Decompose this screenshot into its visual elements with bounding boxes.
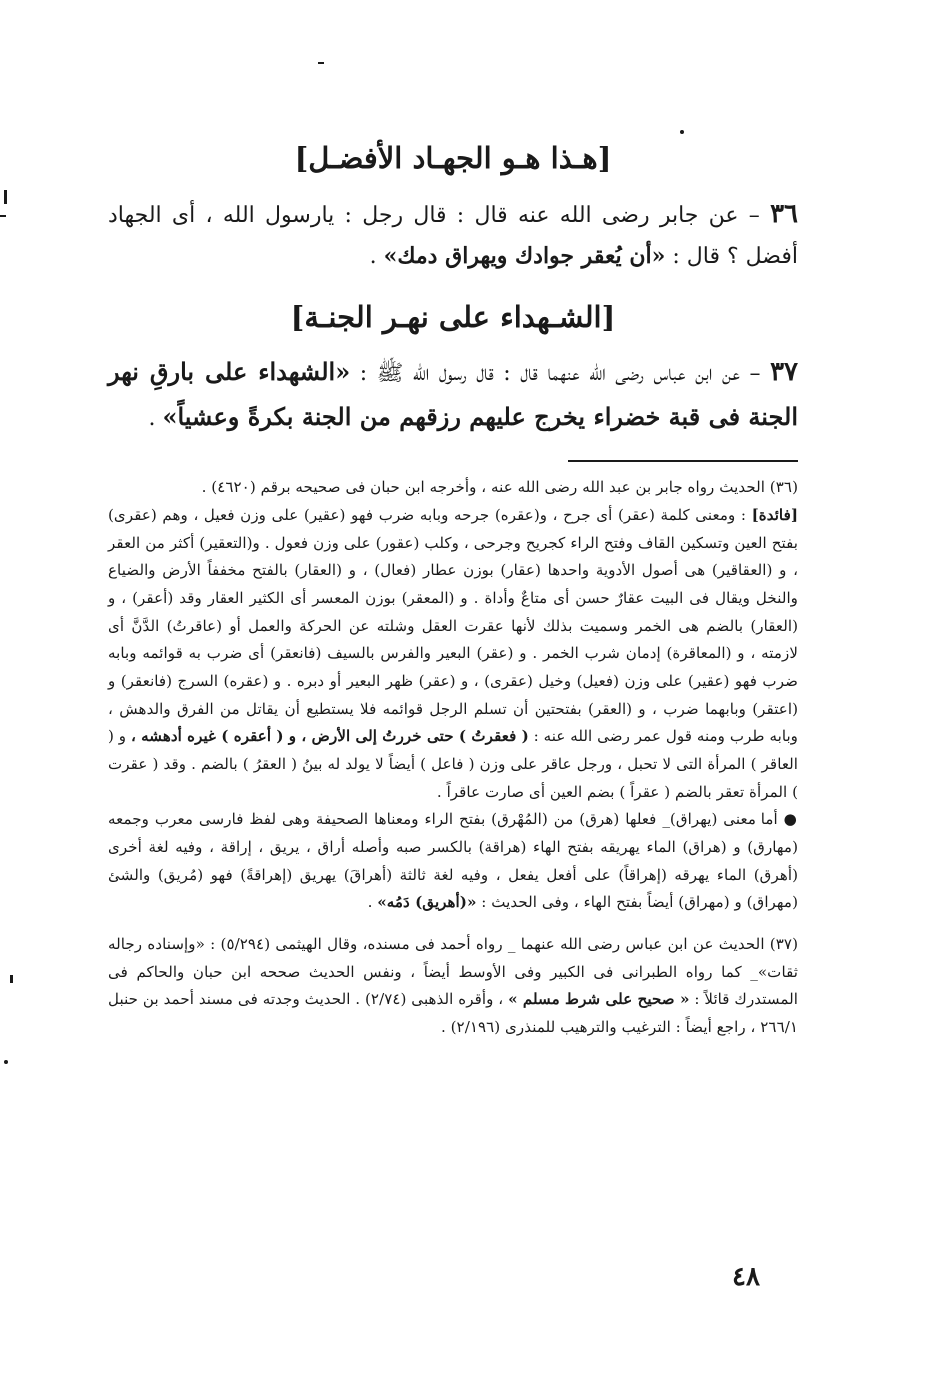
footnote-36-benefit [108, 502, 798, 806]
hadith-text: – عن جابر رضى الله عنه قال : قال رجل : يارسول الله ، أى الجهاد أفضل ؟ قال : [108, 202, 798, 270]
footnote-37 [108, 931, 798, 1042]
footnote-37-text-continued: ، وأقره الذهبى (٢/٧٤) . الحديث وجدته فى مسند أحمد بن حنبل ٢٦٦/١ ، راجع أيضاً : الترغيب والترهيب للمنذرى (٢/١٩٦) . [108, 990, 798, 1036]
benefit-text: : ومعنى كلمة (عقر) أى جرح ، و(عقره) جرحه وبابه ضرب فهو (عقير) على وزن فعيل ، وهم (عقرى) بفتح العين وتسكين القاف وفتح الراء كجريح وجرحى ، وكلب (عقور) على وزن فعول . و(التعقير) أكثر من العقر ، و (العقاقير) هى أصول الأدوية واحدها (عقار) بوزن عطار (فعال) ، و (العقار) بالفتح مخففاً الأرض والضياع والنخل ويقال فى البيت عقارٌ حسن أى متاعٌ وأداة . و (المعقر) بوزن المعسر أى الكثير العقار وقد (أعقر) ، و (العقار) بالضم هى الخمر وسميت بذلك لأنها عقرت العقل وشلته عن الحركة والعمل أو (عاقرتُ) الدَّنَّ أى لازمته ، و (المعاقرة) إدمان شرب الخمر . و (عقر) البعير والفرس بالسيف (فانعقر) أى ضرب به قوائمه وبابه ضرب فهو (عقير) على وزن (فعيل) وخيل (عقرى) ، و (عقر) ظهر البعير أو دبره . و (عقره) السرج (فانعقر) و (اعتقر) وبابهما ضرب ، و (العقر) بفتحتين أن تسلم الرجل قوائمه فلا يستطيع أن يقاتل من الفرق والدهش ، وبابه طرب ومنه قول عمر رضى الله عنه : [108, 506, 799, 746]
yuhraq-end: . [367, 893, 378, 912]
hadith-end: . [369, 244, 384, 270]
benefit-text-continued: و ( العاقر ) المرأة التى لا تحبل ، ورجل عاقر على وزن ( فاعل ) أيضاً لا يولد له بينُ ( العقرُ ) بالضم . وقد ( عقرت ) المرأة تعقر بالضم ( عقراً ) بضم العين أى صارت عاقراً . [108, 727, 798, 801]
hadith-number: ٣٧ [770, 357, 799, 388]
scan-speck [318, 62, 324, 64]
footnote-36-source: (٣٦) الحديث رواه جابر بن عبد الله رضى الله عنه ، وأخرجه ابن حبان فى صحيحه برقم (٤٦٢٠) . [201, 478, 798, 497]
footnote-divider [568, 460, 798, 462]
bullet-icon: ● [783, 810, 798, 829]
hadith-37 [108, 350, 798, 438]
hadith-quote: «أن يُعقر جوادك ويهراق دمك» [383, 243, 666, 270]
scan-speck [0, 215, 6, 217]
scan-speck [680, 130, 684, 134]
benefit-label: [فائدة] [751, 506, 799, 525]
umar-quote: ( فعقرتُ ) حتى خررتُ إلى الأرض ، و ( أعقره ) غيره أدهشه ، [130, 727, 529, 746]
hadith-36 [108, 192, 798, 277]
footnote-36-yuhraq [108, 806, 798, 917]
footnote-37-quote: « صحيح على شرط مسلم » [508, 990, 690, 1009]
scan-speck [10, 975, 13, 983]
section-heading-martyrs: [الشـهداء على نهـر الجنـة] [290, 299, 616, 334]
hadith-quote: «الشهداء على بارقِ نهر الجنة فى قبة خضراء يخرج عليهم رزقهم من الجنة بكرةً وعشياً» [108, 357, 798, 431]
scan-speck [4, 1060, 8, 1064]
page-content [108, 140, 798, 1042]
scan-speck [4, 190, 7, 204]
yuhraq-quote: «(أهريق) دَمُه» [377, 893, 477, 912]
hadith-end: . [148, 405, 163, 431]
hadith-text: – عن ابن عباس رضى الله عنهما قال : قال رسول الله ﷺ : [359, 361, 761, 387]
yuhraq-text: أما معنى (يهراق)_ فعلها (هرق) من (المُهْرق) بفتح الراء ومعناها الصحيفة وهى لفظ فارسى معرب وجمعه (مهارق) و (هراق) الماء يهريقه بفتح الهاء (هراقة) بالكسر صبه وأصله أراق ، يريق ، إراقة ، وفيه لغة أخرى (أهرق) الماء يهرقه (إهراقاً) على أفعل يفعل ، وفيه لغة ثالثة (أهراقَ) يهريق (إهراقةً) فهو (مُريق) والشئ (مهراق) و (مهراق) أيضاً بفتح الهاء ، وفى الحديث : [108, 810, 798, 912]
hadith-number: ٣٦ [770, 198, 798, 229]
section-heading-best-jihad: [هـذا هـو الجهـاد الأفضـل] [294, 141, 612, 175]
footnote-37-text: (٣٧) الحديث عن ابن عباس رضى الله عنهما _ رواه أحمد فى مسنده، وقال الهيثمى (٥/٢٩٤) : «وإسناده رجاله ثقات»_ كما رواه الطبرانى فى الكبير وفى الأوسط أيضاً ، ونفس الحديث صححه ابن حبان والحاكم فى المستدرك قائلاً : [108, 934, 799, 1009]
page-number: ٤٨ [732, 1262, 760, 1292]
